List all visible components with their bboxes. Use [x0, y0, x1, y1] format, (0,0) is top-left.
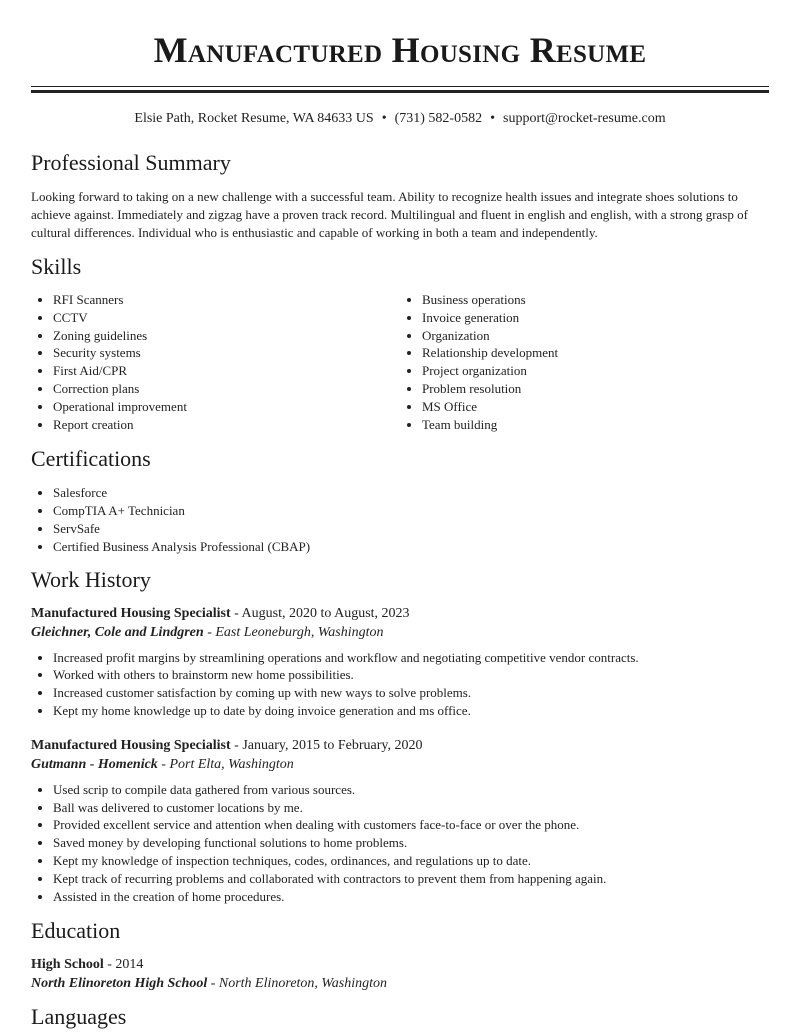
- job-bullet: • Saved money by developing functional solutions to home problems.: [53, 834, 769, 852]
- skill-item: • Zoning guidelines: [53, 327, 400, 345]
- job-company: Gleichner, Cole and Lindgren: [31, 624, 204, 640]
- job-bullet: • Worked with others to brainstorm new home possibilities.: [53, 666, 769, 684]
- resume-title: Manufactured Housing Resume: [153, 30, 647, 70]
- contact-separator: •: [490, 111, 496, 126]
- work-history-heading: Work History: [31, 566, 151, 592]
- summary-text: Looking forward to taking on a new challenge with a successful team. Ability to recognize health issues and integrate shoes solutions to achieve against. Immediately and zigzag have a proven track record. Multilingual and fluent in english and english, with a strong grasp of cultural differences. Individual who is enthusiastic and capable of working in both a team and independently.: [31, 189, 748, 240]
- contact-address: Elsie Path, Rocket Resume, WA 84633 US: [134, 111, 374, 126]
- job-bullets: [31, 781, 769, 906]
- skill-item: • Problem resolution: [422, 380, 769, 398]
- skill-item: • Security systems: [53, 344, 400, 362]
- certification-item: • ServSafe: [53, 520, 769, 538]
- education-degree-line: [31, 955, 769, 974]
- job-bullet: • Assisted in the creation of home procedures.: [53, 888, 769, 906]
- certifications-list: [31, 484, 769, 555]
- skill-item: • Correction plans: [53, 380, 400, 398]
- skills-heading: Skills: [31, 254, 82, 279]
- header-divider: [31, 86, 769, 93]
- education-year: - 2014: [103, 957, 144, 973]
- contact-line: [31, 109, 769, 129]
- contact-phone: (731) 582-0582: [394, 111, 483, 126]
- skill-item: • Report creation: [53, 416, 400, 434]
- job-title: Manufactured Housing Specialist: [31, 737, 231, 753]
- skill-item: • RFI Scanners: [53, 291, 400, 309]
- job-location: - East Leoneburgh, Washington: [203, 624, 384, 640]
- contact-email: support@rocket-resume.com: [503, 111, 666, 126]
- job-dates: - August, 2020 to August, 2023: [230, 605, 410, 621]
- summary-heading: Professional Summary: [31, 150, 231, 175]
- job-company: Gutmann - Homenick: [31, 756, 158, 772]
- education-entry: [31, 955, 769, 993]
- skill-item: • CCTV: [53, 309, 400, 327]
- skills-left-list: [31, 291, 400, 433]
- education-degree: High School: [31, 957, 104, 973]
- certification-item: • Salesforce: [53, 484, 769, 502]
- skill-item: • Organization: [422, 327, 769, 345]
- job-title: Manufactured Housing Specialist: [31, 605, 231, 621]
- job-company-line: [31, 623, 769, 642]
- languages-heading: Languages: [31, 1004, 127, 1030]
- skill-item: • Invoice generation: [422, 309, 769, 327]
- job-bullets: [31, 649, 769, 720]
- skills-right-list: [400, 291, 769, 433]
- education-heading: Education: [31, 918, 121, 944]
- job-entry: [31, 604, 769, 720]
- education-school-line: [31, 974, 769, 993]
- skill-item: • Team building: [422, 416, 769, 434]
- divider-thick-line: [31, 90, 769, 93]
- job-entry: [31, 736, 769, 906]
- skill-item: • MS Office: [422, 398, 769, 416]
- job-bullet: • Increased profit margins by streamlining operations and workflow and negotiating competitive vendor contracts.: [53, 649, 769, 667]
- job-bullet: • Increased customer satisfaction by coming up with new ways to solve problems.: [53, 684, 769, 702]
- divider-thin-line: [31, 86, 769, 87]
- certifications-heading: Certifications: [31, 446, 151, 472]
- contact-separator: •: [381, 111, 387, 126]
- education-school: North Elinoreton High School: [31, 976, 208, 992]
- skill-item: • Business operations: [422, 291, 769, 309]
- skill-item: • First Aid/CPR: [53, 362, 400, 380]
- job-bullet: • Kept track of recurring problems and collaborated with contractors to prevent them from happening again.: [53, 870, 769, 888]
- job-bullet: • Provided excellent service and attention when dealing with customers face-to-face or over the phone.: [53, 816, 769, 834]
- job-dates: - January, 2015 to February, 2020: [230, 737, 423, 753]
- job-title-line: [31, 736, 769, 755]
- skill-item: • Project organization: [422, 362, 769, 380]
- job-company-line: [31, 755, 769, 774]
- job-bullet: • Kept my knowledge of inspection techniques, codes, ordinances, and regulations up to date.: [53, 852, 769, 870]
- job-bullet: • Kept my home knowledge up to date by doing invoice generation and ms office.: [53, 702, 769, 720]
- education-location: - North Elinoreton, Washington: [207, 976, 388, 992]
- job-bullet: • Ball was delivered to customer locations by me.: [53, 799, 769, 817]
- certification-item: • Certified Business Analysis Professional (CBAP): [53, 538, 769, 556]
- skill-item: • Relationship development: [422, 344, 769, 362]
- skill-item: • Operational improvement: [53, 398, 400, 416]
- job-title-line: [31, 604, 769, 623]
- certification-item: • CompTIA A+ Technician: [53, 502, 769, 520]
- skills-grid: [31, 291, 769, 433]
- job-bullet: • Used scrip to compile data gathered from various sources.: [53, 781, 769, 799]
- job-location: - Port Elta, Washington: [157, 756, 294, 772]
